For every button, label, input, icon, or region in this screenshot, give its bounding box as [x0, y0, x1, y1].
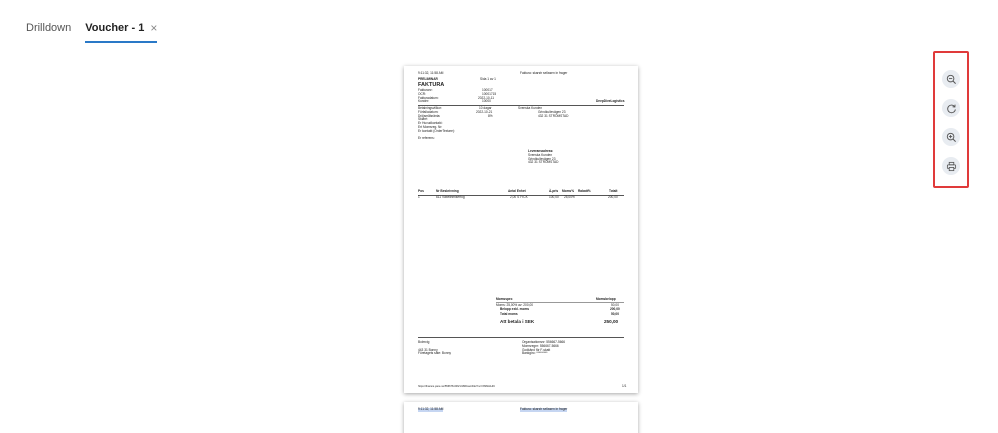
page-header-center: Faktura: skarstr sellasen in frager [520, 71, 568, 75]
moms-line: Moms: 25,00% av: 200,00 [496, 302, 534, 307]
divider [418, 337, 624, 338]
meta-label: Fakturadatum: [418, 95, 439, 100]
page-count: Sida 1 av 1 [480, 77, 496, 81]
terms-label: Betalningsvillkor: [418, 106, 442, 110]
footer-left-line: 443 31 Bonny [418, 347, 438, 352]
moms-amount-label: Momsbelopp [596, 297, 616, 301]
zoom-out-button[interactable] [942, 70, 960, 88]
table-cell: 25,00% [564, 195, 575, 199]
print-icon [946, 161, 957, 172]
moms-label: Momsspec [496, 297, 513, 301]
table-header: Moms% [562, 189, 575, 193]
er-referens: Er referens: [418, 136, 435, 140]
table-cell: 1 [418, 195, 420, 199]
customer-name: Svenska Kunden [518, 106, 543, 110]
tab-voucher-1[interactable] [85, 22, 157, 43]
preliminar-label: PRELIMINAR [418, 77, 438, 81]
page-number: 1/1 [622, 384, 627, 388]
faktura-title: FAKTURA [418, 82, 445, 88]
customer-address: 432 31 STRÖMSTAD [538, 113, 569, 118]
document-page-2 [404, 402, 638, 433]
customer-address: Grindkullevägen 23 [538, 109, 566, 114]
table-header: À-pris [549, 189, 559, 193]
table-header: Pos [418, 189, 424, 193]
zoom-in-icon [946, 132, 957, 143]
meta-value: 10000 [482, 99, 491, 104]
terms-value: 10 dagar [479, 106, 492, 110]
footer-mid-line: Bankgiro: ********* [522, 351, 548, 356]
sum-label: Total moms [500, 311, 518, 316]
tab-drilldown[interactable]: Drilldown [26, 22, 72, 34]
table-header: Nr Beskrivning [436, 189, 459, 193]
meta-value: 2022-10-11 [478, 95, 495, 100]
terms-value: 2022-10-21 [476, 109, 493, 114]
footer-mid-line: Godkänd för F-skatt [522, 347, 551, 352]
rotate-icon [946, 103, 957, 114]
sum-value: 200,00 [610, 307, 620, 311]
table-cell: 200,00 [608, 195, 618, 199]
sum-value: 50,00 [611, 311, 619, 316]
close-icon[interactable]: × [150, 21, 158, 35]
page-url: https://finance.yane.ne/556678-006/1/18/DownFile?mc=XMNH1&9 [418, 385, 495, 388]
document-page-1 [404, 66, 638, 393]
terms-label: Er kontakt (OrderTextare): [418, 128, 455, 133]
rotate-button[interactable] [942, 99, 960, 117]
terms-label: Er Huvudkontakt: [418, 121, 443, 126]
delivery-line: Svenska Kunden [528, 152, 553, 157]
table-header: Antal Enhet [508, 189, 526, 193]
terms-label: Dröjsmålsränta: [418, 113, 441, 118]
table-cell: 2,00 STYCK [510, 195, 528, 199]
terms-label: Förfallodatum: [418, 109, 439, 114]
page-header-center: Faktura: skarstr sellasen in frager [520, 407, 568, 411]
footer-mid-line: Momsregnr: 556667-5666 [522, 343, 559, 348]
table-cell: 611 Växelinmiserfog [436, 195, 465, 199]
footer-left-line: Företagets säte: Bonny [418, 351, 451, 356]
print-button[interactable] [942, 157, 960, 175]
meta-label: OCR: [418, 91, 426, 96]
zoom-toolbar [933, 51, 969, 188]
terms-label: Sklaré: [418, 117, 428, 122]
zoom-out-icon [946, 74, 957, 85]
document-viewer[interactable] [0, 48, 998, 433]
moms-line-value: 50,00 [611, 302, 619, 307]
sum-label: Belopp exkl. moms [500, 307, 530, 311]
att-betala-value: 250,00 [604, 319, 619, 324]
zoom-in-button[interactable] [942, 128, 960, 146]
meta-label: Fakturanr: [418, 88, 433, 92]
table-cell: 100,00 [549, 195, 559, 199]
company-name: DeepDiveLogistics [596, 99, 625, 104]
terms-label: Ert Momsreg. Nr: [418, 125, 443, 129]
tab-label: Voucher - 1 [85, 22, 145, 34]
footer-left-line: Bolmvig [418, 340, 430, 344]
delivery-line: 432 31 STRÖMSTAD [528, 160, 559, 165]
delivery-line: Grindkullevägen 23 [528, 156, 556, 161]
terms-value: 8% [488, 113, 493, 118]
page-header-left: 9:11:32, 11:58 AM [418, 407, 444, 411]
meta-label: Kundnr: [418, 99, 430, 104]
att-betala-label: Att betala i SEK [500, 319, 535, 324]
table-header: Rabatt% [578, 189, 591, 193]
meta-value: 10001715 [482, 91, 497, 96]
delivery-title: Leveransadress: [528, 149, 554, 153]
tab-bar [26, 22, 157, 43]
page-header-left: 9:11:32, 11:58 AM [418, 71, 444, 75]
table-header: Totalt [609, 189, 618, 193]
footer-mid-line: Organisationsnr: 556667-5666 [522, 340, 566, 344]
meta-value: 100017 [482, 88, 493, 92]
